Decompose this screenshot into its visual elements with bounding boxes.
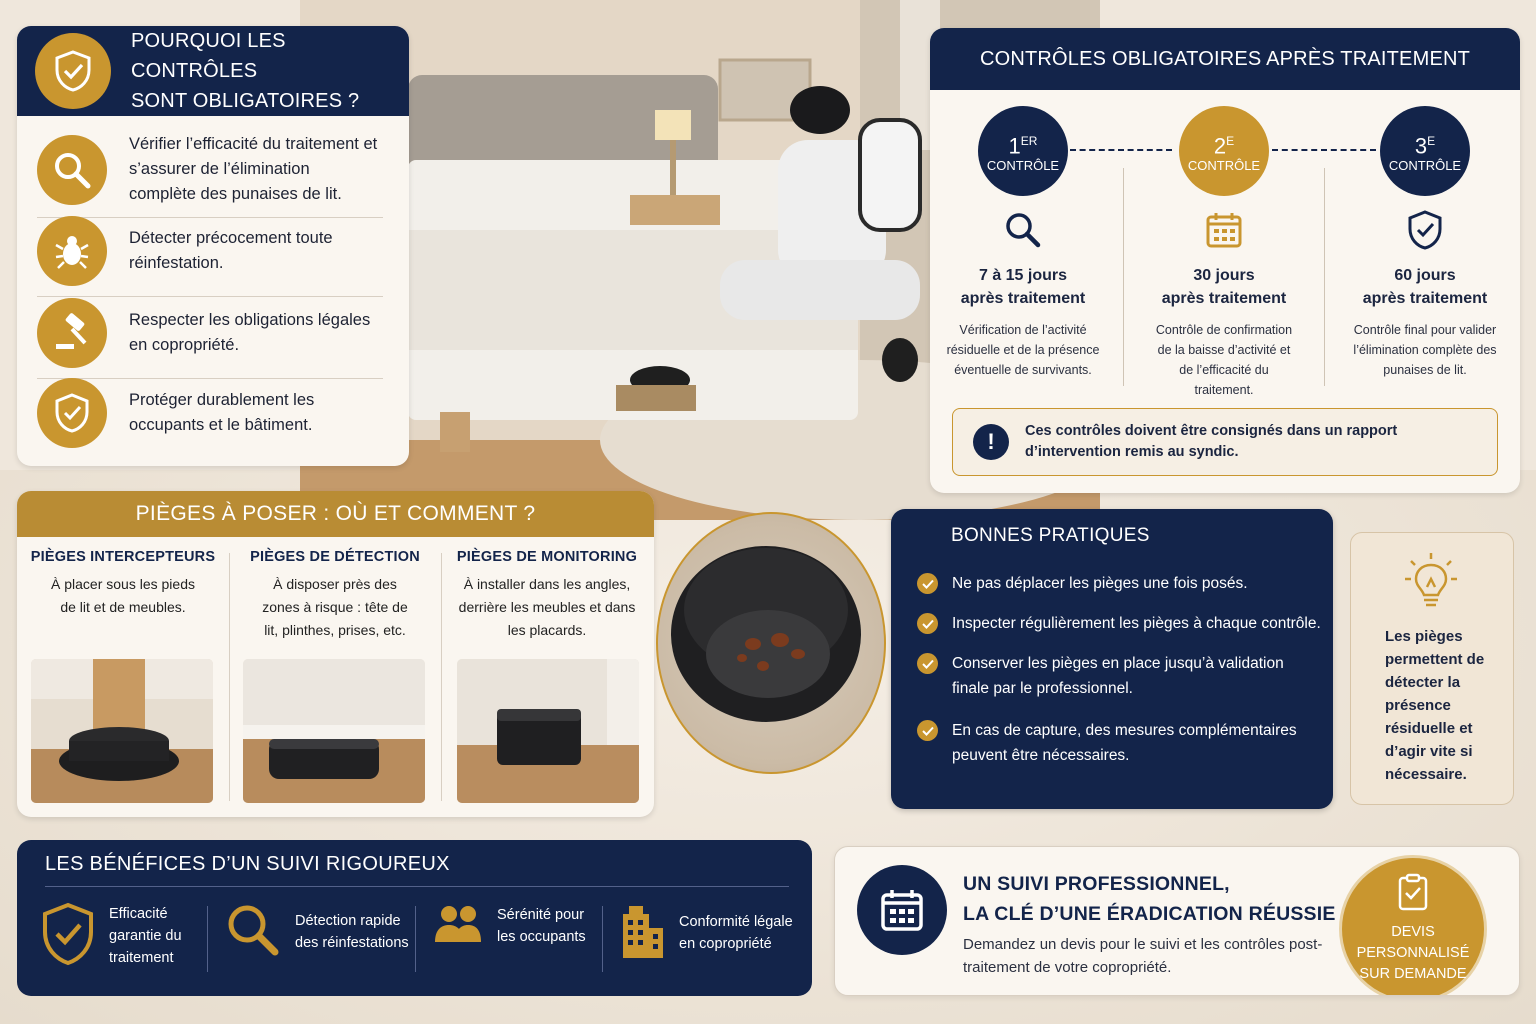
- step-days: 7 à 15 jours après traitement: [960, 267, 1086, 307]
- benefits-divider: [45, 886, 789, 887]
- trap-title: PIÈGES DE MONITORING: [456, 549, 638, 565]
- good-practices-panel: [891, 509, 1333, 809]
- practice-text: En cas de capture, des mesures complémentaires peuvent être nécessaires.: [952, 722, 1297, 764]
- benefit-item: [621, 902, 803, 964]
- benefit-item: [41, 902, 199, 970]
- trap-title: PIÈGES DE DÉTECTION: [250, 549, 420, 565]
- badge-line: DEVIS: [1391, 924, 1435, 940]
- magnifier-icon: [930, 210, 1123, 254]
- traps-panel: [17, 491, 654, 817]
- why-item-text: Détecter précocement toute réinfestation.: [129, 229, 333, 272]
- calendar-icon: [1124, 210, 1324, 254]
- step-description: Contrôle de confirmation de la baisse d’activité et de l’efficacité du traitement.: [1155, 323, 1293, 397]
- control-step: [930, 106, 1123, 380]
- professional-text: Demandez un devis pour le suivi et les contrôles post-traitement de votre copropriété.: [963, 936, 1323, 976]
- benefit-text: Sérénité pour les occupants: [497, 907, 586, 945]
- why-title: POURQUOI LES CONTRÔLES SONT OBLIGATOIRES ?: [131, 30, 360, 112]
- trap-column: [17, 549, 229, 619]
- professional-title: UN SUIVI PROFESSIONNEL, LA CLÉ D’UNE ÉRADICATION RÉUSSIE: [963, 873, 1336, 925]
- badge-line: PERSONNALISÉ: [1356, 945, 1470, 961]
- trap-text: À placer sous les pieds de lit et de meubles.: [51, 576, 195, 615]
- controls-title: CONTRÔLES OBLIGATOIRES APRÈS TRAITEMENT: [979, 47, 1471, 70]
- why-item-text: Protéger durablement les occupants et le bâtiment.: [129, 391, 315, 434]
- badge-line: SUR DEMANDE: [1359, 966, 1467, 982]
- interceptor-trap-photo: [31, 659, 213, 803]
- practice-text: Conserver les pièges en place jusqu’à validation finale par le professionnel.: [952, 655, 1284, 697]
- check-icon: [917, 613, 938, 634]
- practice-item: [917, 611, 1327, 636]
- detection-trap-photo: [243, 659, 425, 803]
- check-icon: [917, 653, 938, 674]
- why-item: [37, 378, 383, 458]
- step-days: 60 jours après traitement: [1362, 267, 1488, 307]
- practice-text: Ne pas déplacer les pièges une fois posés.: [952, 575, 1248, 592]
- traps-header: [17, 491, 654, 537]
- tip-text: Les pièges permettent de détecter la présence résiduelle et d’agir vite si nécessaire.: [1385, 628, 1485, 783]
- step-description: Vérification de l’activité résiduelle et de la présence éventuelle de survivants.: [946, 323, 1100, 377]
- why-item: [37, 298, 383, 379]
- trap-text: À installer dans les angles, derrière les meubles et dans les placards.: [458, 576, 636, 638]
- step-badge: 1ER CONTRÔLE: [978, 106, 1068, 196]
- magnifier-icon: [225, 902, 281, 962]
- control-step: [1124, 106, 1324, 400]
- benefit-text: Détection rapide des réinfestations: [295, 913, 409, 951]
- why-panel: [17, 26, 409, 466]
- trap-column: [229, 549, 441, 642]
- quote-badge[interactable]: [1339, 855, 1487, 996]
- gavel-icon: [37, 298, 107, 368]
- practice-item: [917, 651, 1327, 701]
- people-icon: [433, 902, 483, 950]
- trap-title: PIÈGES INTERCEPTEURS: [30, 549, 216, 565]
- controls-header: [930, 28, 1520, 90]
- trap-column: [441, 549, 653, 642]
- why-item: [37, 132, 383, 218]
- tip-card: [1350, 532, 1514, 805]
- good-practices-title: BONNES PRATIQUES: [951, 525, 1150, 546]
- why-header: [17, 26, 409, 116]
- shield-check-icon: [1325, 210, 1520, 254]
- benefit-text: Efficacité garantie du traitement: [109, 906, 182, 966]
- check-icon: [917, 720, 938, 741]
- shield-check-icon: [41, 902, 95, 970]
- why-item-text: Vérifier l’efficacité du traitement et s’assurer de l’élimination complète des punaises de lit.: [129, 135, 378, 203]
- benefit-divider: [207, 906, 208, 972]
- practice-item: [917, 718, 1327, 768]
- why-item-text: Respecter les obligations légales en copropriété.: [129, 311, 371, 354]
- step-description: Contrôle final pour valider l’élimination complète des punaises de lit.: [1353, 323, 1497, 377]
- clipboard-icon: [1396, 873, 1430, 918]
- benefit-text: Conformité légale en copropriété: [679, 914, 793, 952]
- practice-text: Inspecter régulièrement les pièges à chaque contrôle.: [952, 615, 1321, 632]
- step-days: 30 jours après traitement: [1161, 267, 1287, 307]
- check-icon: [917, 573, 938, 594]
- exclamation-icon: !: [973, 424, 1009, 460]
- note-text: Ces contrôles doivent être consignés dans un rapport d’intervention remis au syndic.: [1025, 423, 1398, 460]
- benefit-item: [225, 902, 421, 962]
- shield-check-icon: [35, 33, 111, 109]
- step-badge: $3^E$ CONTRÔLE: [1380, 106, 1470, 196]
- control-step: [1325, 106, 1520, 380]
- building-icon: [621, 902, 665, 964]
- shield-icon: [37, 378, 107, 448]
- step-badge: $2^E$ CONTRÔLE: [1179, 106, 1269, 196]
- trap-text: À disposer près des zones à risque : tête de lit, plinthes, prises, etc.: [262, 576, 408, 638]
- benefit-item: [433, 902, 597, 950]
- calendar-icon: [857, 865, 947, 955]
- why-item: [37, 216, 383, 297]
- benefits-panel: [17, 840, 812, 996]
- lightbulb-icon: [1403, 551, 1459, 615]
- magnifier-icon: [37, 135, 107, 205]
- bug-icon: [37, 216, 107, 286]
- professional-panel: [834, 846, 1520, 996]
- traps-title: PIÈGES À POSER : OÙ ET COMMENT ?: [135, 502, 536, 525]
- benefits-title: LES BÉNÉFICES D’UN SUIVI RIGOUREUX: [45, 853, 450, 875]
- benefit-divider: [602, 906, 603, 972]
- controls-note: [952, 408, 1498, 476]
- monitoring-trap-photo: [457, 659, 639, 803]
- practice-item: [917, 571, 1327, 596]
- trap-closeup-photo: [656, 512, 886, 774]
- controls-panel: [930, 28, 1520, 493]
